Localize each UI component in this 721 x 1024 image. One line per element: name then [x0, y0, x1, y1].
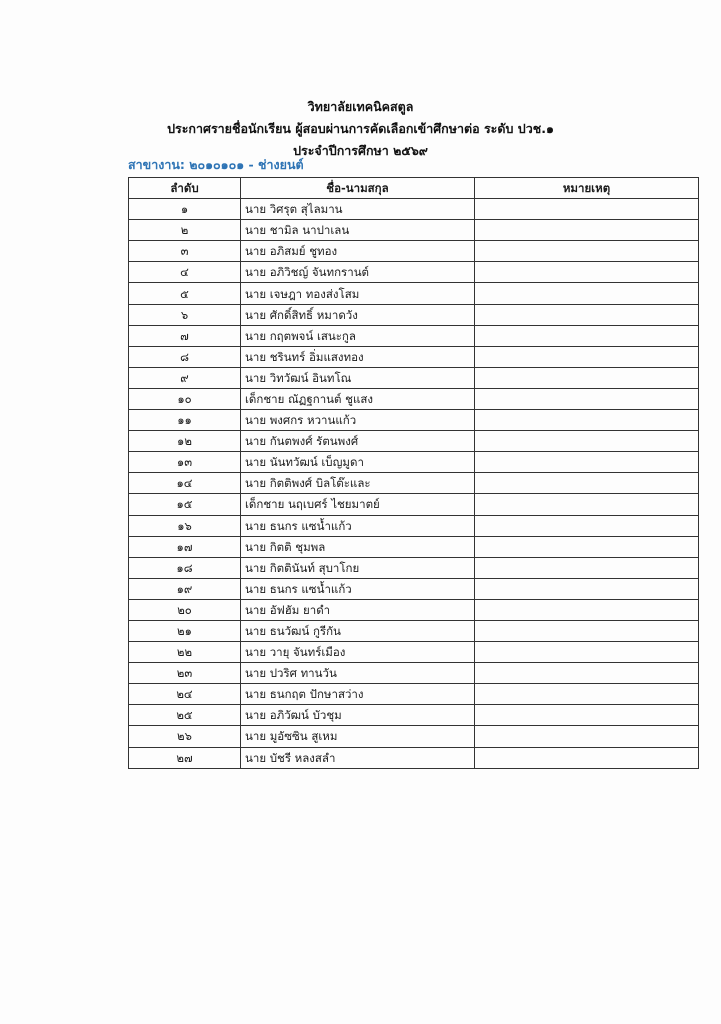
row-note	[475, 663, 699, 684]
student-name: นาย ธนกฤต ปักษาสว่าง	[241, 684, 475, 705]
student-name: นาย ธนกร แซน้ำแก้ว	[241, 578, 475, 599]
table-row	[129, 452, 699, 473]
row-note	[475, 557, 699, 578]
row-number: ๘	[129, 346, 241, 367]
row-number: ๔	[129, 262, 241, 283]
row-note	[475, 473, 699, 494]
student-name: นาย กิตติพงศ์ บิลโต๊ะและ	[241, 473, 475, 494]
row-note	[475, 705, 699, 726]
department-label: สาขางาน: ๒๐๑๐๑๐๑ - ช่างยนต์	[128, 157, 304, 172]
row-note	[475, 494, 699, 515]
table-row	[129, 620, 699, 641]
table-row	[129, 346, 699, 367]
student-name: นาย ธนกร แซน้ำแก้ว	[241, 515, 475, 536]
student-name: นาย กิตติ ชุมพล	[241, 536, 475, 557]
row-number: ๒๔	[129, 684, 241, 705]
row-note	[475, 620, 699, 641]
table-row	[129, 304, 699, 325]
student-name: นาย ธนวัฒน์ กูรีกัน	[241, 620, 475, 641]
row-number: ๗	[129, 325, 241, 346]
student-name: นาย วิศรุต สุไลมาน	[241, 199, 475, 220]
row-number: ๙	[129, 367, 241, 388]
row-note	[475, 515, 699, 536]
row-number: ๕	[129, 283, 241, 304]
student-name: นาย อัฟฮัม ยาดำ	[241, 599, 475, 620]
row-number: ๑๖	[129, 515, 241, 536]
row-note	[475, 199, 699, 220]
table-row	[129, 747, 699, 768]
row-note	[475, 684, 699, 705]
row-note	[475, 410, 699, 431]
student-name: นาย นันทวัฒน์ เบ็ญมูดา	[241, 452, 475, 473]
table-header-row	[129, 178, 699, 199]
student-name: นาย มูอัซซิน สูเหม	[241, 726, 475, 747]
student-name: นาย อภิวิชญ์ จันทกรานต์	[241, 262, 475, 283]
student-name: นาย อภิสมย์ ชูทอง	[241, 241, 475, 262]
row-number: ๑๙	[129, 578, 241, 599]
table-row	[129, 220, 699, 241]
student-name: นาย กิตตินันท์ สุบาโกย	[241, 557, 475, 578]
student-name: นาย ปวริศ ทานวัน	[241, 663, 475, 684]
student-name: นาย อภิวัฒน์ บัวชุม	[241, 705, 475, 726]
row-number: ๑๔	[129, 473, 241, 494]
table-body	[129, 199, 699, 769]
row-number: ๒๑	[129, 620, 241, 641]
row-note	[475, 241, 699, 262]
institution-title: วิทยาลัยเทคนิคสตูล	[307, 99, 414, 114]
table-row	[129, 241, 699, 262]
table-row	[129, 684, 699, 705]
row-number: ๑๗	[129, 536, 241, 557]
table-row	[129, 705, 699, 726]
row-number: ๒๖	[129, 726, 241, 747]
table-row	[129, 599, 699, 620]
row-number: ๒๗	[129, 747, 241, 768]
row-number: ๒	[129, 220, 241, 241]
table-row	[129, 410, 699, 431]
table-row	[129, 388, 699, 409]
announcement-title: ประกาศรายชื่อนักเรียน ผู้สอบผ่านการคัดเลือกเข้าศึกษาต่อ ระดับ ปวช.๑	[167, 121, 554, 136]
student-name: นาย กฤตพจน์ เสนะกูล	[241, 325, 475, 346]
table-row	[129, 536, 699, 557]
table-row	[129, 663, 699, 684]
row-note	[475, 747, 699, 768]
table-row	[129, 642, 699, 663]
student-name: นาย ชามิล นาปาเลน	[241, 220, 475, 241]
row-note	[475, 367, 699, 388]
student-name: เด็กชาย ณัฏฐกานต์ ชูแสง	[241, 388, 475, 409]
table-row	[129, 726, 699, 747]
row-number: ๓	[129, 241, 241, 262]
row-number: ๑๒	[129, 431, 241, 452]
row-number: ๑	[129, 199, 241, 220]
student-name: นาย บัชรี หลงสลำ	[241, 747, 475, 768]
row-note	[475, 325, 699, 346]
table-row	[129, 557, 699, 578]
table-row	[129, 515, 699, 536]
row-number: ๒๓	[129, 663, 241, 684]
row-note	[475, 726, 699, 747]
student-list-table	[128, 177, 699, 769]
student-name: เด็กชาย นฤเบศร์ ไชยมาตย์	[241, 494, 475, 515]
academic-year-title: ประจำปีการศึกษา ๒๕๖๙	[293, 143, 428, 158]
table-row	[129, 262, 699, 283]
column-header-number: ลำดับ	[129, 178, 241, 199]
row-number: ๒๒	[129, 642, 241, 663]
student-name: นาย ศักดิ์สิทธิ์ หมาดวัง	[241, 304, 475, 325]
row-number: ๑๑	[129, 410, 241, 431]
table-row	[129, 431, 699, 452]
student-name: นาย พงศกร หวานแก้ว	[241, 410, 475, 431]
table-row	[129, 367, 699, 388]
row-note	[475, 599, 699, 620]
table-row	[129, 494, 699, 515]
row-note	[475, 283, 699, 304]
row-note	[475, 536, 699, 557]
row-number: ๑๕	[129, 494, 241, 515]
column-header-name: ชื่อ-นามสกุล	[241, 178, 475, 199]
row-number: ๒๐	[129, 599, 241, 620]
row-note	[475, 262, 699, 283]
row-number: ๖	[129, 304, 241, 325]
table-row	[129, 283, 699, 304]
student-name: นาย กันตพงศ์ รัตนพงศ์	[241, 431, 475, 452]
row-note	[475, 220, 699, 241]
row-number: ๑๓	[129, 452, 241, 473]
student-name: นาย วายุ จันทร์เมือง	[241, 642, 475, 663]
row-note	[475, 388, 699, 409]
document-header	[0, 96, 721, 162]
row-number: ๑๘	[129, 557, 241, 578]
table-row	[129, 473, 699, 494]
row-number: ๑๐	[129, 388, 241, 409]
row-note	[475, 304, 699, 325]
row-number: ๒๕	[129, 705, 241, 726]
row-note	[475, 452, 699, 473]
column-header-note: หมายเหตุ	[475, 178, 699, 199]
row-note	[475, 642, 699, 663]
row-note	[475, 431, 699, 452]
table-row	[129, 578, 699, 599]
row-note	[475, 578, 699, 599]
table-row	[129, 325, 699, 346]
student-name: นาย วิทวัฒน์ อินทโณ	[241, 367, 475, 388]
student-name: นาย ชรินทร์ อิ่มแสงทอง	[241, 346, 475, 367]
student-name: นาย เจษฎา ทองส่งโสม	[241, 283, 475, 304]
row-note	[475, 346, 699, 367]
table-row	[129, 199, 699, 220]
